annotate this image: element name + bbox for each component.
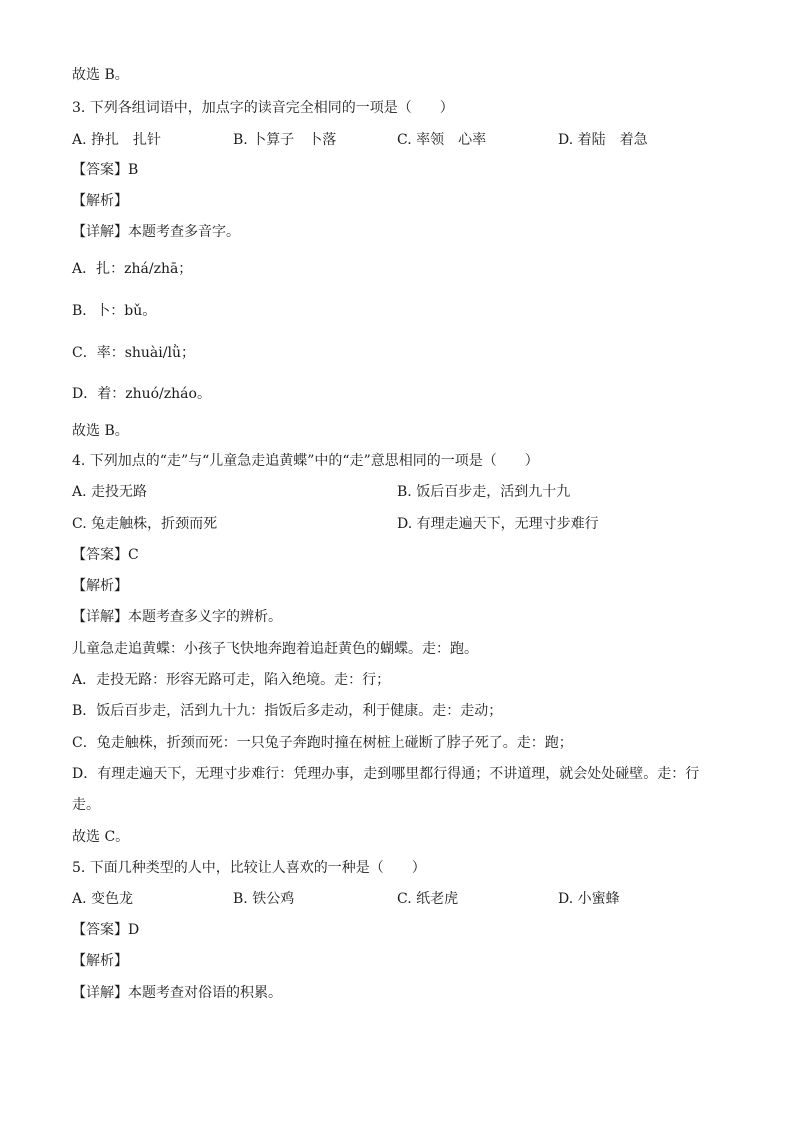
q3-option-a: A. 挣扎 扎针	[72, 132, 162, 148]
question-4: 4. 下列加点的“走”与“儿童急走追黄蝶”中的“走”意思相同的一项是（ ）	[72, 453, 539, 469]
q4-explain-main: 儿童急走追黄蝶：小孩子飞快地奔跑着追赶黄色的蝴蝶。走：跑。	[72, 641, 478, 657]
q4-conclusion: 故选 C。	[72, 829, 130, 845]
q4-option-a: A. 走投无路	[72, 484, 148, 500]
q4-analysis-label: 【解析】	[72, 578, 128, 594]
q3-answer: 【答案】B	[72, 162, 139, 178]
q5-analysis-label: 【解析】	[72, 953, 128, 969]
conclusion-text: 故选 B。	[72, 67, 129, 83]
question-3: 3. 下列各组词语中，加点字的读音完全相同的一项是（ ）	[72, 100, 454, 116]
q5-option-a: A. 变色龙	[72, 891, 134, 907]
q3-explain-c: C．率：shuài/lǜ；	[72, 345, 195, 361]
q3-option-c: C. 率领 心率	[397, 132, 487, 148]
q3-detail: 【详解】本题考查多音字。	[72, 224, 240, 240]
q4-explain-d-cont: 走。	[72, 797, 100, 813]
q4-explain-d: D．有理走遍天下，无理寸步难行：凭理办事，走到哪里都行得通；不讲道理，就会处处碰壁。走：行	[72, 766, 700, 782]
q3-option-d: D. 着陆 着急	[558, 132, 648, 148]
q3-explain-a: A．扎：zhá/zhā；	[72, 261, 193, 277]
q3-explain-d: D．着：zhuó/zháo。	[72, 386, 211, 402]
q4-explain-c: C．兔走触株，折颈而死：一只兔子奔跑时撞在树桩上碰断了脖子死了。走：跑；	[72, 735, 573, 751]
q5-option-d: D. 小蜜蜂	[558, 891, 620, 907]
q5-detail: 【详解】本题考查对俗语的积累。	[72, 985, 282, 1001]
q3-explain-b: B．卜：bǔ。	[72, 303, 157, 319]
q4-option-d: D. 有理走遍天下，无理寸步难行	[397, 516, 599, 532]
q3-option-b: B. 卜算子 卜落	[233, 132, 337, 148]
q5-option-c: C. 纸老虎	[397, 891, 459, 907]
q4-option-b: B. 饭后百步走，活到九十九	[397, 484, 571, 500]
q4-explain-b: B．饭后百步走，活到九十九：指饭后多走动，利于健康。走：走动；	[72, 703, 503, 719]
q4-answer: 【答案】C	[72, 547, 139, 563]
q4-explain-a: A．走投无路：形容无路可走，陷入绝境。走：行；	[72, 672, 391, 688]
q3-analysis-label: 【解析】	[72, 193, 128, 209]
q4-detail: 【详解】本题考查多义字的辨析。	[72, 609, 282, 625]
q3-conclusion: 故选 B。	[72, 423, 129, 439]
q5-answer: 【答案】D	[72, 922, 140, 938]
q4-option-c: C. 兔走触株，折颈而死	[72, 516, 218, 532]
question-5: 5. 下面几种类型的人中，比较让人喜欢的一种是（ ）	[72, 860, 426, 876]
q5-option-b: B. 铁公鸡	[233, 891, 295, 907]
